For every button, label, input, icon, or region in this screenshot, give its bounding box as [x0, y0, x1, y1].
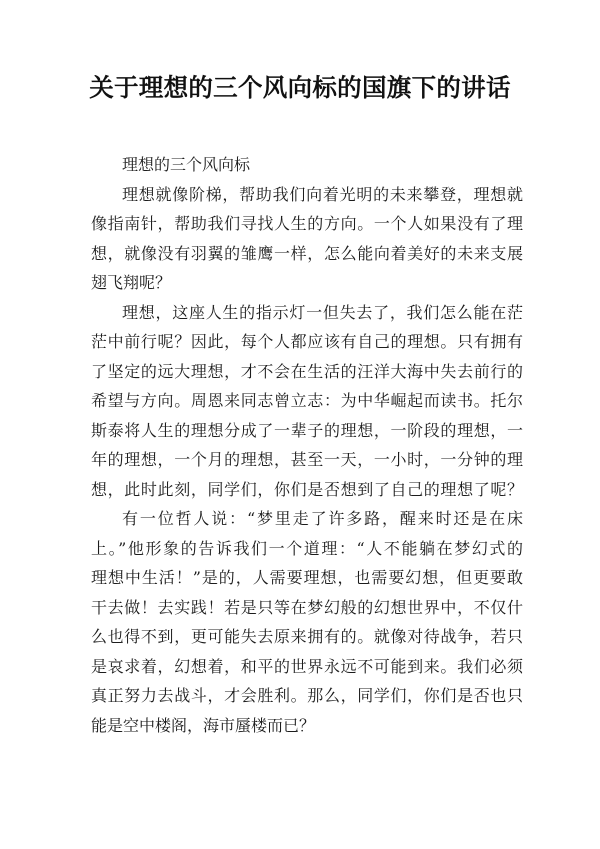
text-line: 能是空中楼阁，海市蜃楼而已？ [91, 715, 316, 735]
text-line: 真正努力去战斗，才会胜利。那么，同学们，你们是否也只 [91, 686, 523, 705]
text-line: 想，就像没有羽翼的雏鹰一样，怎么能向着美好的未来支展 [91, 243, 523, 263]
text-line: 了坚定的远大理想，才不会在生活的汪洋大海中失去前行的 [91, 361, 523, 381]
text-line: 是哀求着，幻想着，和平的世界永远不可能到来。我们必须 [91, 656, 523, 676]
text-line: 理想就像阶梯，帮助我们向着光明的未来攀登，理想就 [122, 184, 523, 204]
text-line: 上。”他形象的告诉我们一个道理：“人不能躺在梦幻式的 [91, 538, 523, 558]
text-line: 希望与方向。周恩来同志曾立志：为中华崛起而读书。托尔 [91, 391, 523, 410]
text-line: 茫中前行呢？因此，每个人都应该有自己的理想。只有拥有 [91, 332, 523, 351]
text-line: 干去做！去实践！若是只等在梦幻般的幻想世界中，不仅什 [91, 597, 523, 617]
text-line: 理想，这座人生的指示灯一但失去了，我们怎么能在茫 [122, 302, 523, 322]
text-line: 理想的三个风向标 [122, 155, 251, 174]
text-line: 翅飞翔呢？ [91, 273, 172, 292]
text-line: 斯泰将人生的理想分成了一辈子的理想，一阶段的理想，一 [91, 420, 523, 440]
document-title: 关于理想的三个风向标的国旗下的讲话 [89, 73, 511, 102]
text-line: 理想中生活！”是的，人需要理想，也需要幻想，但更要敢 [91, 568, 523, 587]
document-body [91, 150, 523, 740]
text-line: 像指南针，帮助我们寻找人生的方向。一个人如果没有了理 [91, 214, 523, 233]
text-line: 么也得不到，更可能失去原来拥有的。就像对待战争，若只 [91, 627, 523, 646]
text-line: 年的理想，一个月的理想，甚至一天，一小时，一分钟的理 [91, 450, 523, 469]
text-line: 有一位哲人说：“梦里走了许多路，醒来时还是在床 [122, 509, 523, 528]
text-line: 想，此时此刻，同学们，你们是否想到了自己的理想了呢？ [91, 479, 523, 499]
